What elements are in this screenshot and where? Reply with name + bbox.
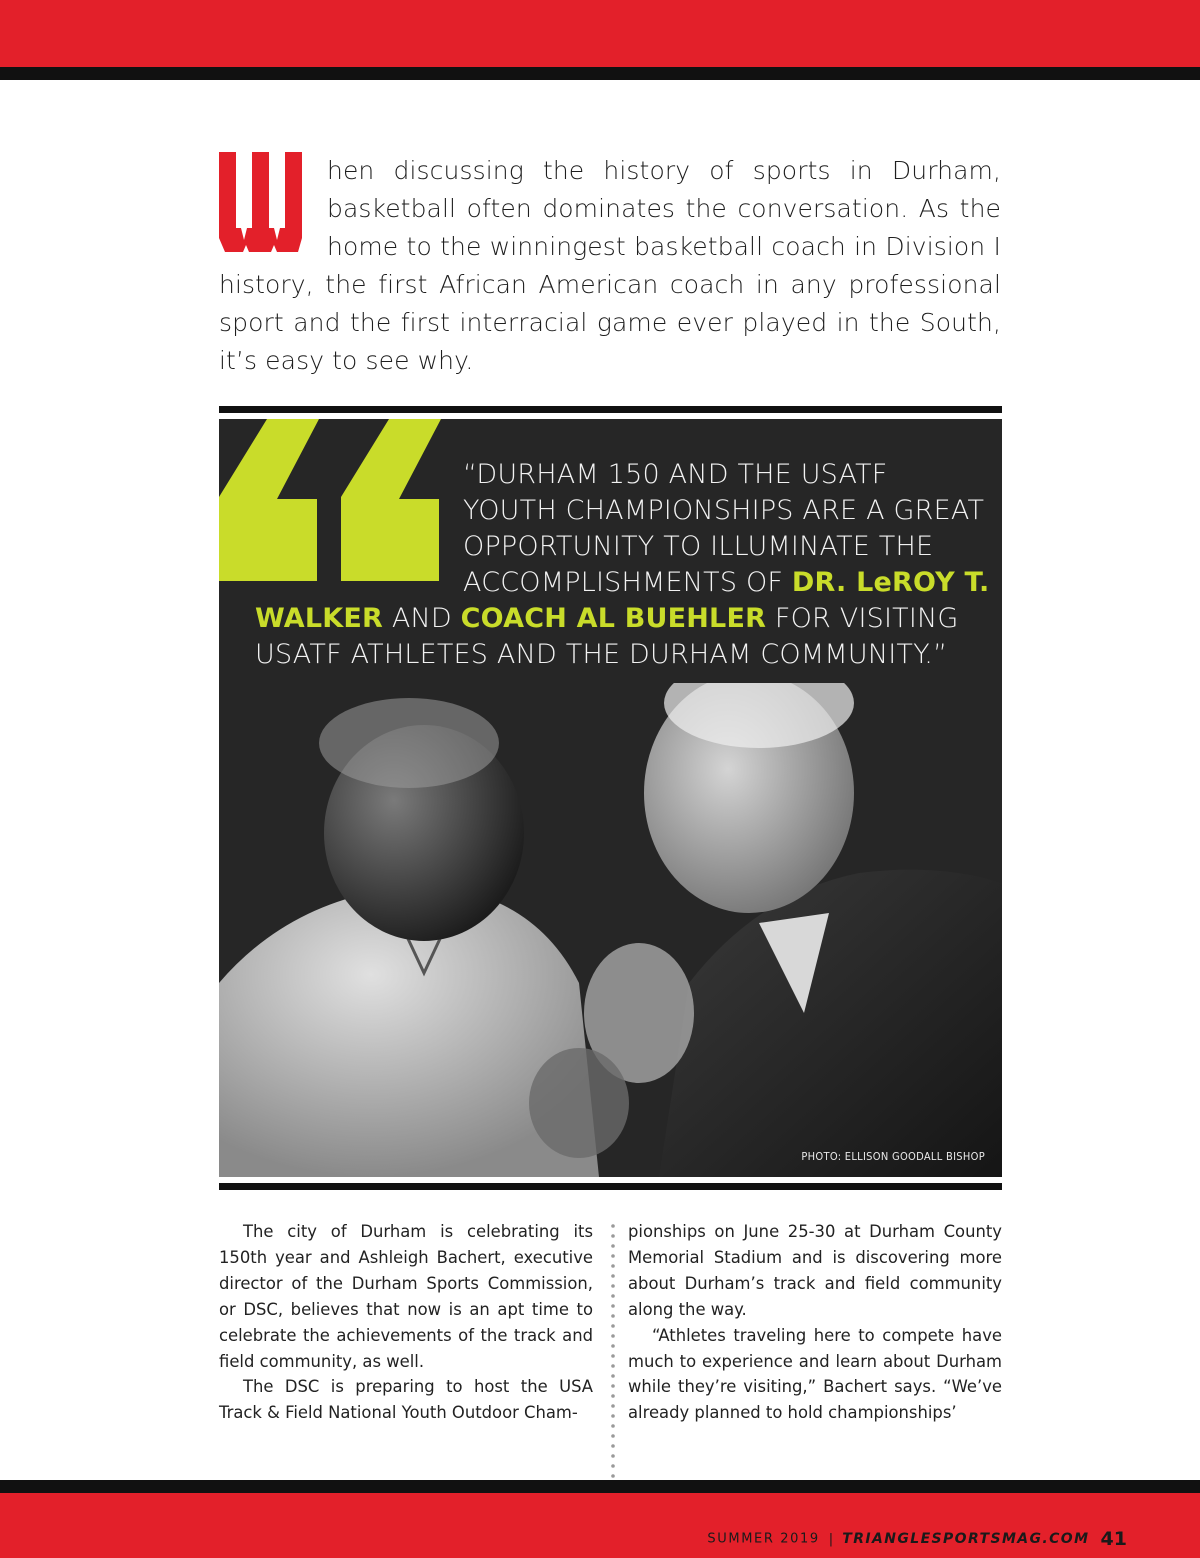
quote-bottom-rule xyxy=(219,1183,1002,1190)
pull-quote-box xyxy=(219,419,1002,1177)
body-column-right xyxy=(628,1219,1002,1426)
column-divider xyxy=(610,1222,616,1522)
footer-black-rule xyxy=(0,1480,1200,1493)
page-footer xyxy=(707,1528,1127,1554)
footer-separator: | xyxy=(828,1531,834,1547)
pull-quote-text: “DURHAM 150 AND THE USATF YOUTH CHAMPIONSHIPS ARE A GREAT OPPORTUNITY TO ILLUMINATE THE ACCOMPLISHMENTS OF DR. LeROY T. WALKER AND COACH AL BUEHLER FOR VISITING USATF ATHLETES AND THE DURHAM COMMUNITY.” xyxy=(255,459,990,670)
header-black-rule xyxy=(0,67,1200,80)
body-column-left xyxy=(219,1219,593,1426)
body-paragraph: pionships on June 25-30 at Durham County Memorial Stadium and is discovering more about Durham’s track and field community along the way. xyxy=(628,1222,1002,1319)
website-link[interactable]: TRIANGLESPORTSMAG.COM xyxy=(842,1531,1090,1547)
quote-name-buehler: COACH AL BUEHLER xyxy=(460,603,767,634)
body-paragraph: The DSC is preparing to host the USA Track & Field National Youth Outdoor Cham- xyxy=(219,1377,593,1423)
intro-paragraph: hen discussing the history of sports in Durham, basketball often dominates the conversation. As the home to the winningest basketball coach in Division I history, the first African American coach in any professional sport and the first interracial game ever played in the South, it’s easy to see why. xyxy=(219,156,1001,375)
quote-name-walker: DR. LeROY T. WALKER xyxy=(255,567,990,634)
issue-label: SUMMER 2019 xyxy=(707,1531,820,1547)
body-paragraph: The city of Durham is celebrating its 150th year and Ashleigh Bachert, executive director of the Durham Sports Commission, or DSC, believes that now is an apt time to celebrate the achievements of the track and field community, as well. xyxy=(219,1222,593,1371)
photo-credit: PHOTO: ELLISON GOODALL BISHOP xyxy=(801,1150,985,1163)
photo-two-men xyxy=(219,683,1002,1177)
quote-top-rule xyxy=(219,406,1002,413)
page-number: 41 xyxy=(1100,1528,1127,1550)
body-paragraph: “Athletes traveling here to compete have much to experience and learn about Durham while they’re visiting,” Bachert says. “We’ve already planned to hold championships’ xyxy=(628,1325,1002,1423)
header-red-band xyxy=(0,0,1200,67)
